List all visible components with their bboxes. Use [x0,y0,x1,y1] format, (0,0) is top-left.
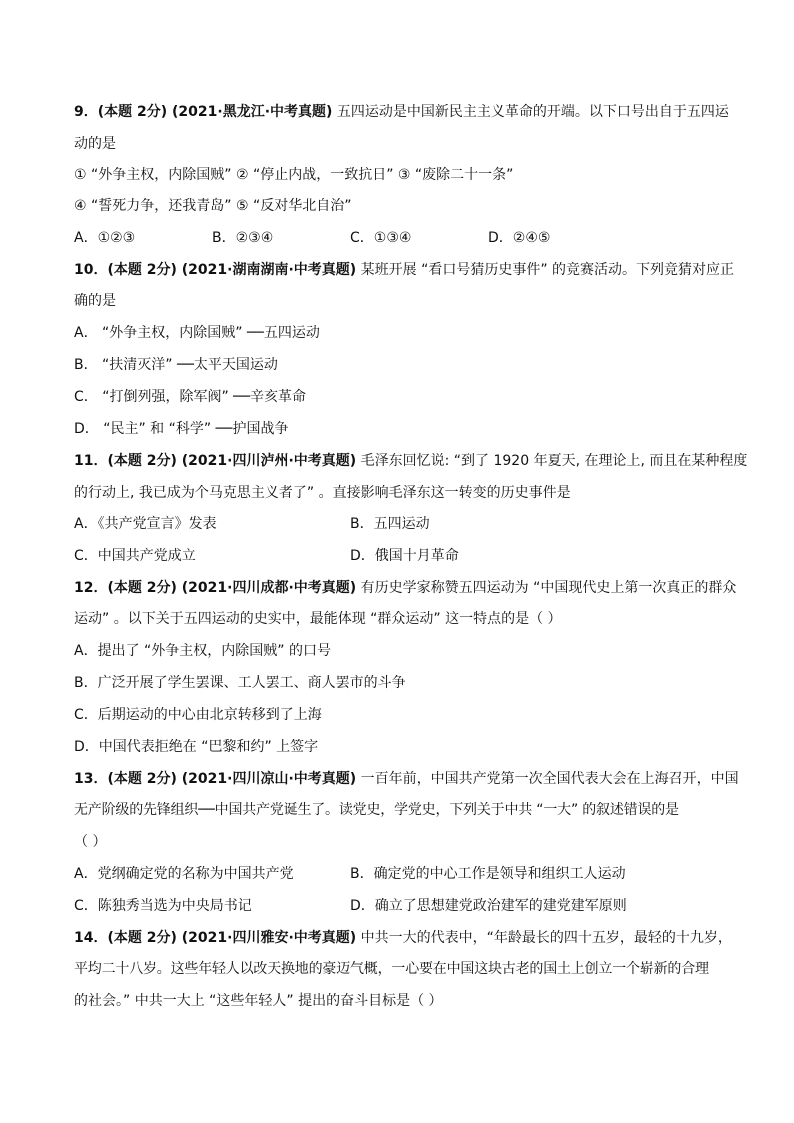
option-d[interactable]: D．俄国十月革命 [350,548,459,564]
question-stem: 毛泽东回忆说: “到了 1920 年夏天, 在理论上, 而且在某种程度 [360,453,748,469]
option-a[interactable]: A．提出了 “外争主权，内除国贼” 的口号 [74,643,331,659]
question-stem: 有历史学家称赞五四运动为 “中国现代史上第一次真正的群众 [360,580,737,596]
question-stem: 五四运动是中国新民主主义革命的开端。以下口号出自于五四运 [336,104,729,120]
option-b[interactable]: B． “扶清灭洋” ──太平天国运动 [74,357,278,373]
option-b[interactable]: B．②③④ [212,230,274,246]
option-a[interactable]: A．党纲确定党的名称为中国共产党 [74,866,294,882]
question-14-line-2: 平均二十八岁。这些年轻人以改天换地的豪迈气概，一心要在中国这块古老的国土上创立一个崭新的合理 [74,961,709,977]
option-c[interactable]: C．陈独秀当选为中央局书记 [74,898,252,914]
question-11-line-1 [74,452,748,470]
question-stem: 某班开展 “看口号猜历史事件” 的竞赛活动。下列竞猜对应正 [360,262,735,278]
question-13-line-1 [74,770,739,788]
question-meta: (本题 2分) (2021·四川雅安·中考真题) [107,930,357,946]
question-stem: 一百年前，中国共产党第一次全国代表大会在上海召开，中国 [360,771,739,787]
option-d[interactable]: D．②④⑤ [488,230,551,246]
question-meta: (本题 2分) (2021·四川泸州·中考真题) [107,453,357,469]
question-number: 14． [74,930,108,946]
question-number: 10． [74,262,108,278]
question-13-line-2: 无产阶级的先锋组织──中国共产党诞生了。读党史，学党史，下列关于中共 “一大” 的叙述错误的是 [74,802,679,818]
option-c[interactable]: C． “打倒列强，除军阀” ──辛亥革命 [74,389,307,405]
question-10-line-1 [74,261,735,279]
question-11-line-2: 的行动上, 我已成为个马克思主义者了” 。直接影响毛泽东这一转变的历史事件是 [74,485,571,501]
question-number: 11． [74,453,108,469]
option-a[interactable]: A．《共产党宣言》发表 [74,516,217,532]
question-9-line-2: 动的是 [74,136,116,152]
question-9-statements-1: ① “外争主权，内除国贼” ② “停止内战，一致抗日” ③ “废除二十一条” [74,167,514,183]
question-10-line-2: 确的是 [74,293,116,309]
option-a[interactable]: A． “外争主权，内除国贼” ──五四运动 [74,325,320,341]
question-13-line-3: （ ） [74,834,107,850]
question-meta: (本题 2分) (2021·黑龙江·中考真题) [97,104,333,120]
question-14-line-3: 的社会。” 中共一大上 “这些年轻人” 提出的奋斗目标是（ ） [74,993,443,1009]
question-14-line-1 [74,929,732,947]
option-c[interactable]: C．后期运动的中心由北京转移到了上海 [74,707,322,723]
question-12-line-2: 运动” 。以下关于五四运动的史实中，最能体现 “群众运动” 这一特点的是（ ） [74,611,562,627]
question-meta: (本题 2分) (2021·四川凉山·中考真题) [107,771,357,787]
question-number: 9． [74,104,98,120]
option-b[interactable]: B．确定党的中心工作是领导和组织工人运动 [350,866,626,882]
question-12-line-1 [74,579,737,597]
question-9-line-1 [74,103,729,121]
option-d[interactable]: D． “民主” 和 “科学” ──护国战争 [74,421,289,437]
question-stem: 中共一大的代表中，“年龄最长的四十五岁，最轻的十九岁， [360,930,732,946]
question-9-statements-2: ④ “誓死力争，还我青岛” ⑤ “反对华北自治” [74,198,352,214]
option-d[interactable]: D．中国代表拒绝在 “巴黎和约” 上签字 [74,739,319,755]
option-b[interactable]: B．五四运动 [350,516,430,532]
question-number: 12． [74,580,108,596]
option-d[interactable]: D．确立了思想建党政治建军的建党建军原则 [350,898,627,914]
option-c[interactable]: C．中国共产党成立 [74,548,196,564]
option-c[interactable]: C．①③④ [350,230,412,246]
question-meta: (本题 2分) (2021·四川成都·中考真题) [107,580,357,596]
question-number: 13． [74,771,108,787]
question-meta: (本题 2分) (2021·湖南湖南·中考真题) [107,262,357,278]
option-b[interactable]: B．广泛开展了学生罢课、工人罢工、商人罢市的斗争 [74,675,406,691]
option-a[interactable]: A．①②③ [74,230,136,246]
